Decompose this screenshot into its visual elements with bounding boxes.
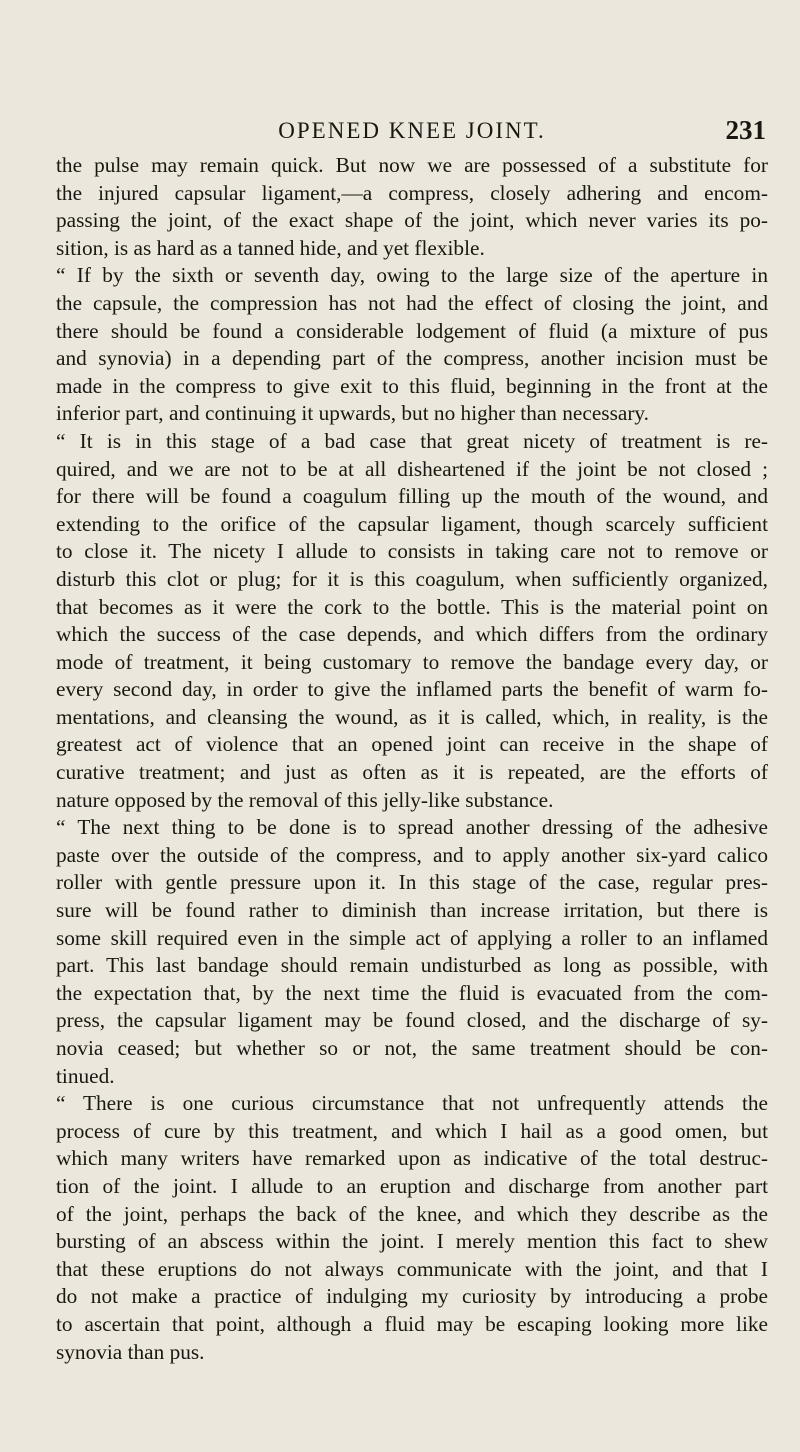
text-line: some skill required even in the simple act of applying a roller to an inflamed — [56, 925, 768, 950]
text-line: bursting of an abscess within the joint. I merely mention this fact to shew — [56, 1229, 768, 1254]
text-line: every second day, in order to give the inflamed parts the benefit of warm fo- — [56, 677, 768, 702]
text-line: quired, and we are not to be at all disheartened if the joint be not closed ; — [56, 456, 768, 481]
text-line: for there will be found a coagulum filling up the mouth of the wound, and — [56, 484, 768, 509]
text-line: tion of the joint. I allude to an eruption and discharge from another part — [56, 1173, 768, 1198]
text-line: greatest act of violence that an opened joint can receive in the shape of — [56, 732, 768, 757]
text-line: passing the joint, of the exact shape of the joint, which never varies its po- — [56, 208, 768, 233]
text-line: “ There is one curious circumstance that not unfrequently attends the — [56, 1091, 768, 1116]
text-line: which many writers have remarked upon as indicative of the total destruc- — [56, 1146, 768, 1171]
text-line: mentations, and cleansing the wound, as it is called, which, in reality, is the — [56, 704, 768, 729]
text-line: part. This last bandage should remain undisturbed as long as possible, with — [56, 953, 768, 978]
text-line: nature opposed by the removal of this jelly-like substance. — [56, 787, 554, 812]
text-line: the injured capsular ligament,—a compress, closely adhering and encom- — [56, 180, 768, 205]
text-line: and synovia) in a depending part of the compress, another incision must be — [56, 346, 768, 371]
paragraph — [56, 262, 768, 428]
text-line: “ If by the sixth or seventh day, owing to the large size of the aperture in — [56, 263, 768, 288]
text-line: do not make a practice of indulging my curiosity by introducing a probe — [56, 1284, 768, 1309]
text-line: “ It is in this stage of a bad case that great nicety of treatment is re- — [56, 428, 768, 453]
text-line: sition, is as hard as a tanned hide, and yet flexible. — [56, 235, 485, 260]
text-line: roller with gentle pressure upon it. In this stage of the case, regular pres- — [56, 870, 768, 895]
text-line: which the success of the case depends, and which differs from the ordinary — [56, 622, 768, 647]
paragraph — [56, 152, 768, 262]
text-line: the capsule, the compression has not had the effect of closing the joint, and — [56, 290, 768, 315]
running-title: OPENED KNEE JOINT. — [278, 118, 546, 143]
text-line: disturb this clot or plug; for it is this coagulum, when sufficiently organized, — [56, 566, 768, 591]
text-line: there should be found a considerable lodgement of fluid (a mixture of pus — [56, 318, 768, 343]
text-line: the expectation that, by the next time the fluid is evacuated from the com- — [56, 980, 768, 1005]
text-line: synovia than pus. — [56, 1339, 205, 1364]
text-line: extending to the orifice of the capsular ligament, though scarcely sufficient — [56, 511, 768, 536]
running-head — [56, 115, 768, 150]
text-line: made in the compress to give exit to this fluid, beginning in the front at the — [56, 373, 768, 398]
paragraph — [56, 1090, 768, 1366]
text-line: of the joint, perhaps the back of the knee, and which they describe as the — [56, 1201, 768, 1226]
text-line: that becomes as it were the cork to the bottle. This is the material point on — [56, 594, 768, 619]
text-line: mode of treatment, it being customary to remove the bandage every day, or — [56, 649, 768, 674]
text-line: paste over the outside of the compress, and to apply another six-yard calico — [56, 842, 768, 867]
text-line: press, the capsular ligament may be found closed, and the discharge of sy- — [56, 1008, 768, 1033]
page-number: 231 — [725, 115, 766, 145]
text-line: the pulse may remain quick. But now we are possessed of a substitute for — [56, 153, 768, 177]
text-line: curative treatment; and just as often as it is repeated, are the efforts of — [56, 760, 768, 785]
text-line: to close it. The nicety I allude to consists in taking care not to remove or — [56, 539, 768, 564]
paragraph — [56, 814, 768, 1090]
text-line: inferior part, and continuing it upwards, but no higher than necessary. — [56, 401, 649, 426]
body-text — [56, 152, 768, 1366]
text-line: to ascertain that point, although a fluid may be escaping looking more like — [56, 1311, 768, 1336]
text-line: sure will be found rather to diminish than increase irritation, but there is — [56, 898, 768, 923]
text-line: “ The next thing to be done is to spread another dressing of the adhesive — [56, 815, 768, 840]
text-line: that these eruptions do not always communicate with the joint, and that I — [56, 1256, 768, 1281]
text-line: process of cure by this treatment, and which I hail as a good omen, but — [56, 1118, 768, 1143]
paragraph — [56, 428, 768, 814]
text-line: tinued. — [56, 1063, 115, 1088]
text-line: novia ceased; but whether so or not, the same treatment should be con- — [56, 1036, 768, 1060]
